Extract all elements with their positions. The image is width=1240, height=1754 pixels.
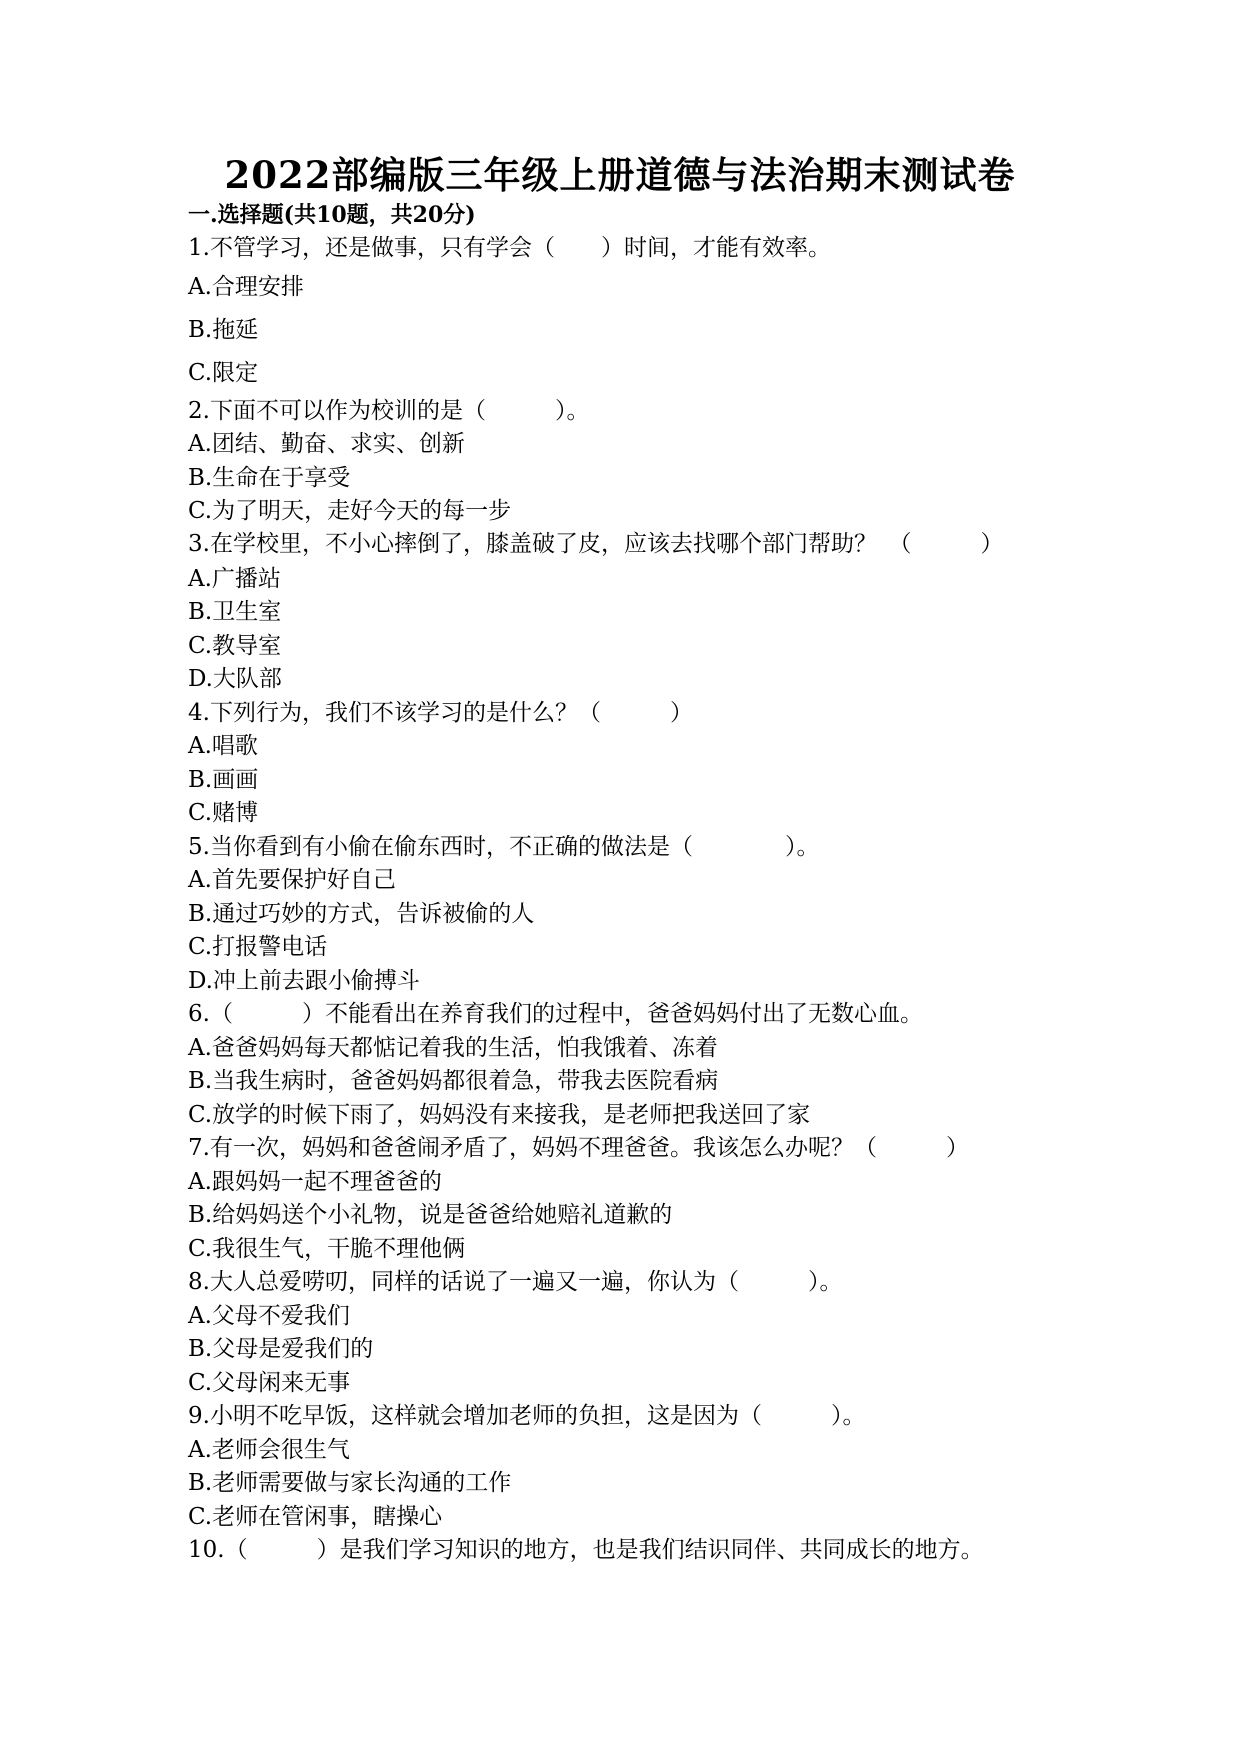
question-1 [188, 232, 1068, 395]
option-b: B.给妈妈送个小礼物，说是爸爸给她赔礼道歉的 [188, 1202, 673, 1228]
option-c: C.父母闲来无事 [188, 1369, 351, 1396]
question-stem: 1.不管学习，还是做事，只有学会（ ）时间，才能有效率。 [188, 235, 831, 261]
question-4 [188, 697, 1068, 831]
question-stem: 7.有一次，妈妈和爸爸闹矛盾了，妈妈不理爸爸。我该怎么办呢？（ ） [188, 1135, 969, 1161]
exam-title: 2022部编版三年级上册道德与法治期末测试卷 [224, 153, 1016, 197]
option-a: A.唱歌 [188, 733, 258, 759]
option-a: A.爸爸妈妈每天都惦记着我的生活，怕我饿着、冻着 [188, 1034, 718, 1061]
option-b: B.生命在于享受 [188, 464, 351, 491]
question-stem: 5.当你看到有小偷在偷东西时，不正确的做法是（ ）。 [188, 833, 820, 860]
option-b: B.拖延 [188, 316, 259, 343]
option-c: C.教导室 [188, 632, 282, 659]
option-a: A.老师会很生气 [188, 1436, 350, 1463]
question-8 [188, 1266, 1068, 1400]
option-d: D.冲上前去跟小偷搏斗 [188, 967, 420, 994]
option-b: B.画画 [188, 766, 259, 793]
section-heading: 一.选择题(共10题，共20分) [188, 202, 476, 228]
option-a: A.父母不爱我们 [188, 1302, 350, 1329]
question-6 [188, 998, 1068, 1132]
option-a: A.跟妈妈一起不理爸爸的 [188, 1168, 442, 1195]
option-b: B.当我生病时，爸爸妈妈都很着急，带我去医院看病 [188, 1068, 719, 1094]
option-c: C.老师在管闲事，瞎操心 [188, 1503, 443, 1530]
option-b: B.卫生室 [188, 599, 282, 625]
option-a: A.合理安排 [188, 273, 304, 300]
option-b: B.父母是爱我们的 [188, 1336, 374, 1362]
option-c: C.赌博 [188, 800, 259, 826]
question-2 [188, 395, 1068, 529]
question-stem: 6.（ ）不能看出在养育我们的过程中，爸爸妈妈付出了无数心血。 [188, 1001, 923, 1027]
option-c: C.限定 [188, 359, 259, 386]
question-stem: 4.下列行为，我们不该学习的是什么？（ ） [188, 699, 693, 726]
option-a: A.团结、勤奋、求实、创新 [188, 431, 465, 457]
option-b: B.通过巧妙的方式，告诉被偷的人 [188, 900, 535, 927]
option-c: C.为了明天，走好今天的每一步 [188, 498, 512, 524]
option-d: D.大队部 [188, 666, 282, 692]
option-a: A.首先要保护好自己 [188, 867, 396, 893]
question-list [188, 232, 1068, 1568]
option-b: B.老师需要做与家长沟通的工作 [188, 1470, 512, 1496]
question-3 [188, 529, 1068, 697]
option-c: C.打报警电话 [188, 934, 328, 960]
question-stem: 3.在学校里，不小心摔倒了，膝盖破了皮，应该去找哪个部门帮助？ （ ） [188, 530, 1004, 557]
option-a: A.广播站 [188, 565, 281, 592]
question-stem: 9.小明不吃早饭，这样就会增加老师的负担，这是因为（ ）。 [188, 1403, 866, 1429]
option-c: C.放学的时候下雨了，妈妈没有来接我，是老师把我送回了家 [188, 1101, 811, 1128]
question-9 [188, 1400, 1068, 1534]
option-c: C.我很生气，干脆不理他俩 [188, 1235, 466, 1262]
question-5 [188, 831, 1068, 999]
question-10 [188, 1534, 1068, 1568]
question-stem: 8.大人总爱唠叨，同样的话说了一遍又一遍，你认为（ ）。 [188, 1269, 843, 1295]
question-7 [188, 1132, 1068, 1266]
question-stem: 10.（ ）是我们学习知识的地方，也是我们结识同伴、共同成长的地方。 [188, 1537, 984, 1563]
question-stem: 2.下面不可以作为校训的是（ ）。 [188, 397, 590, 424]
